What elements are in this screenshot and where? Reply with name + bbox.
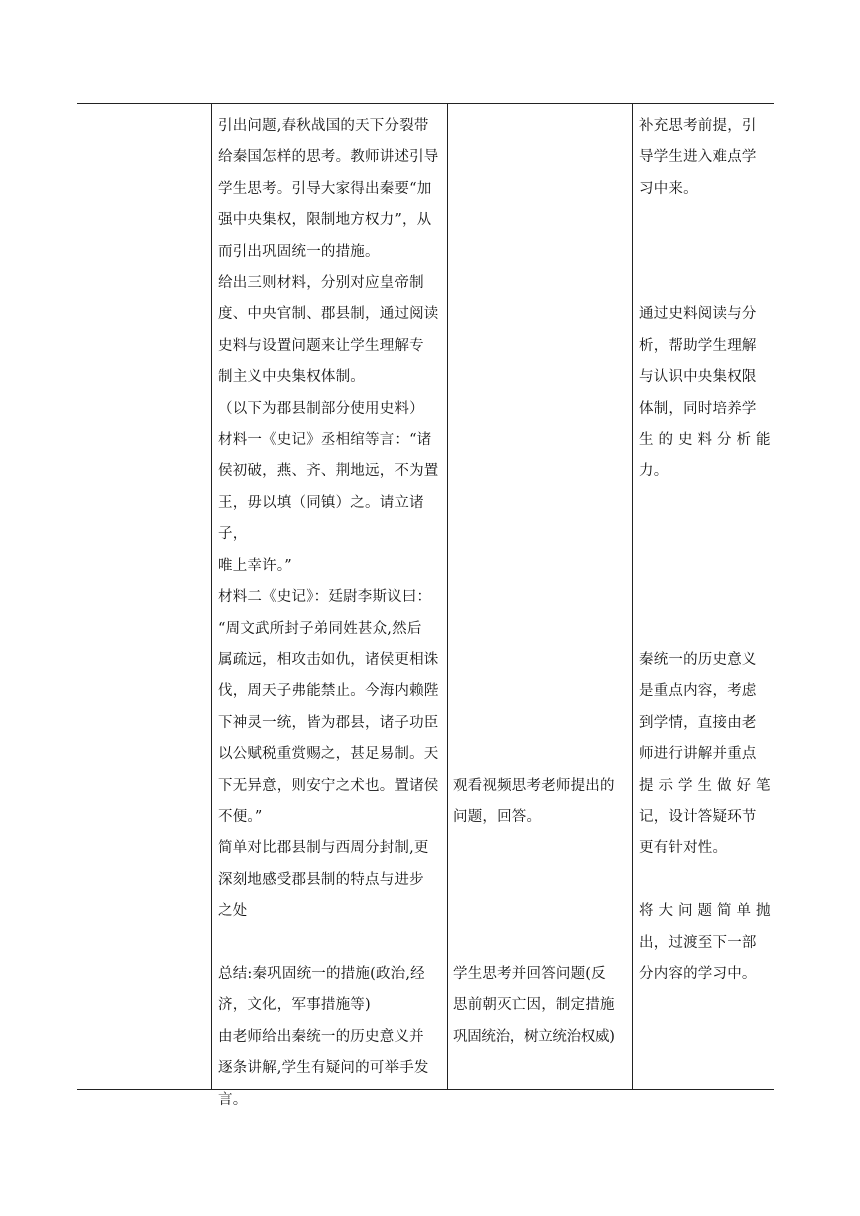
student-line: [453, 739, 631, 770]
intent-line: 通过史料阅读与分: [639, 306, 757, 323]
intent-line: 析，帮助学生理解: [639, 337, 757, 354]
intent-line: 出，过渡至下一部: [639, 934, 757, 951]
student-line: [453, 614, 631, 645]
teacher-line: 学生思考。引导大家得出秦要“加: [218, 180, 432, 197]
teacher-line: 材料一《史记》丞相绾等言：“诸: [218, 432, 432, 449]
teacher-line: 之处: [218, 903, 248, 920]
teacher-line: 强中央集权，限制地方权力”，从: [218, 212, 432, 229]
student-line: [453, 519, 631, 550]
teacher-line: 由老师给出秦统一的历史意义并: [218, 1028, 424, 1045]
intent-line: 习中来。: [639, 180, 698, 197]
student-line: [453, 708, 631, 739]
teacher-line: 而引出巩固统一的措施。: [218, 243, 380, 260]
teacher-line: 简单对比郡县制与西周分封制,更: [218, 840, 429, 857]
teacher-line: 下神灵一统，皆为郡县，诸子功臣: [218, 714, 439, 731]
intent-line: [639, 865, 771, 896]
intent-line: 将 大 问 题 简 单 抛: [639, 903, 771, 920]
student-line: [453, 488, 631, 519]
teacher-line: 逐条讲解,学生有疑问的可举手发: [218, 1060, 429, 1077]
student-line: [453, 205, 631, 236]
intent-line: [639, 551, 771, 582]
student-line: 学生思考并回答问题(反: [453, 965, 606, 982]
intent-line: [639, 205, 771, 236]
teacher-line: 侯初破，燕、齐、荆地远，不为置: [218, 463, 439, 480]
student-line: [453, 174, 631, 205]
teacher-line: 以公赋税重赏赐之，甚足易制。天: [218, 746, 439, 763]
student-line: [453, 456, 631, 487]
student-line: [453, 676, 631, 707]
student-line: [453, 928, 631, 959]
teacher-line: 伐，周天子弗能禁止。今海内赖陛: [218, 683, 439, 700]
intent-line: 分内容的学习中。: [639, 965, 757, 982]
teacher-line: 王，毋以填（同镇）之。请立诸子，: [218, 494, 424, 543]
column-divider-2: [447, 103, 448, 1090]
student-line: [453, 362, 631, 393]
teacher-line: 材料二《史记》：廷尉李斯议曰：: [218, 589, 432, 606]
student-line: [453, 582, 631, 613]
intent-line: [639, 614, 771, 645]
student-line: [453, 142, 631, 173]
student-line: [453, 551, 631, 582]
teacher-line: “周文武所封子弟同姓甚众,然后: [218, 620, 422, 637]
teacher-line: 属疏远，相攻击如仇，诸侯更相诛: [218, 651, 439, 668]
intent-line: 导学生进入难点学: [639, 149, 757, 166]
intent-line: [639, 268, 771, 299]
student-line: 思前朝灭亡因，制定措施: [453, 997, 615, 1014]
intent-line: 体制，同时培养学: [639, 400, 757, 417]
teacher-line: 唯上幸许。”: [218, 557, 292, 574]
teacher-activity-cell: [218, 111, 442, 1116]
student-line: [453, 299, 631, 330]
student-line: [453, 865, 631, 896]
intent-line: [639, 582, 771, 613]
teacher-line: 深刻地感受郡县制的特点与进步: [218, 871, 424, 888]
student-line: 观看视频思考老师提出的: [453, 777, 615, 794]
intent-line: 师进行讲解并重点: [639, 746, 757, 763]
intent-line: 秦统一的历史意义: [639, 651, 757, 668]
column-divider-3: [632, 103, 633, 1090]
student-line: [453, 111, 631, 142]
lesson-plan-table: [77, 103, 774, 1108]
student-line: [453, 237, 631, 268]
teacher-line: 下无异意，则安宁之术也。置诸侯: [218, 777, 439, 794]
student-line: [453, 425, 631, 456]
intent-line: [639, 237, 771, 268]
student-line: [453, 896, 631, 927]
intent-line: 是重点内容，考虑: [639, 683, 757, 700]
intent-line: [639, 519, 771, 550]
teacher-line: 不便。”: [218, 808, 263, 825]
intent-line: 记，设计答疑环节: [639, 808, 757, 825]
teacher-line: 史料与设置问题来让学生理解专: [218, 337, 424, 354]
design-intent-cell: [639, 111, 771, 990]
intent-line: 更有针对性。: [639, 840, 728, 857]
teacher-line: 给出三则材料，分别对应皇帝制: [218, 275, 424, 292]
intent-line: 力。: [639, 463, 669, 480]
teacher-line: 给秦国怎样的思考。教师讲述引导: [218, 149, 439, 166]
intent-line: 到学情，直接由老: [639, 714, 757, 731]
student-line: 问题，回答。: [453, 808, 542, 825]
intent-line: 与认识中央集权限: [639, 369, 757, 386]
teacher-line: 引出问题,春秋战国的天下分裂带: [218, 118, 429, 134]
student-line: [453, 394, 631, 425]
student-line: [453, 833, 631, 864]
intent-line: 补充思考前提，引: [639, 118, 757, 134]
intent-line: [639, 488, 771, 519]
teacher-line: 济，文化，军事措施等): [218, 997, 371, 1014]
student-activity-cell: [453, 111, 631, 1053]
intent-line: 生 的 史 料 分 析 能: [639, 432, 771, 449]
student-line: [453, 268, 631, 299]
teacher-line: 言。: [218, 1091, 248, 1108]
teacher-line: （以下为郡县制部分使用史料）: [218, 400, 424, 417]
student-line: [453, 645, 631, 676]
student-line: [453, 331, 631, 362]
column-divider-1: [211, 103, 212, 1090]
table-top-border: [77, 103, 774, 104]
teacher-line: 度、中央官制、郡县制，通过阅读: [218, 306, 439, 323]
teacher-line: 制主义中央集权体制。: [218, 369, 365, 386]
student-line: 巩固统治，树立统治权威): [453, 1028, 615, 1045]
teacher-line: [218, 928, 442, 959]
teacher-line: 总结:秦巩固统一的措施(政治,经: [218, 965, 425, 982]
intent-line: 提 示 学 生 做 好 笔: [639, 777, 771, 794]
